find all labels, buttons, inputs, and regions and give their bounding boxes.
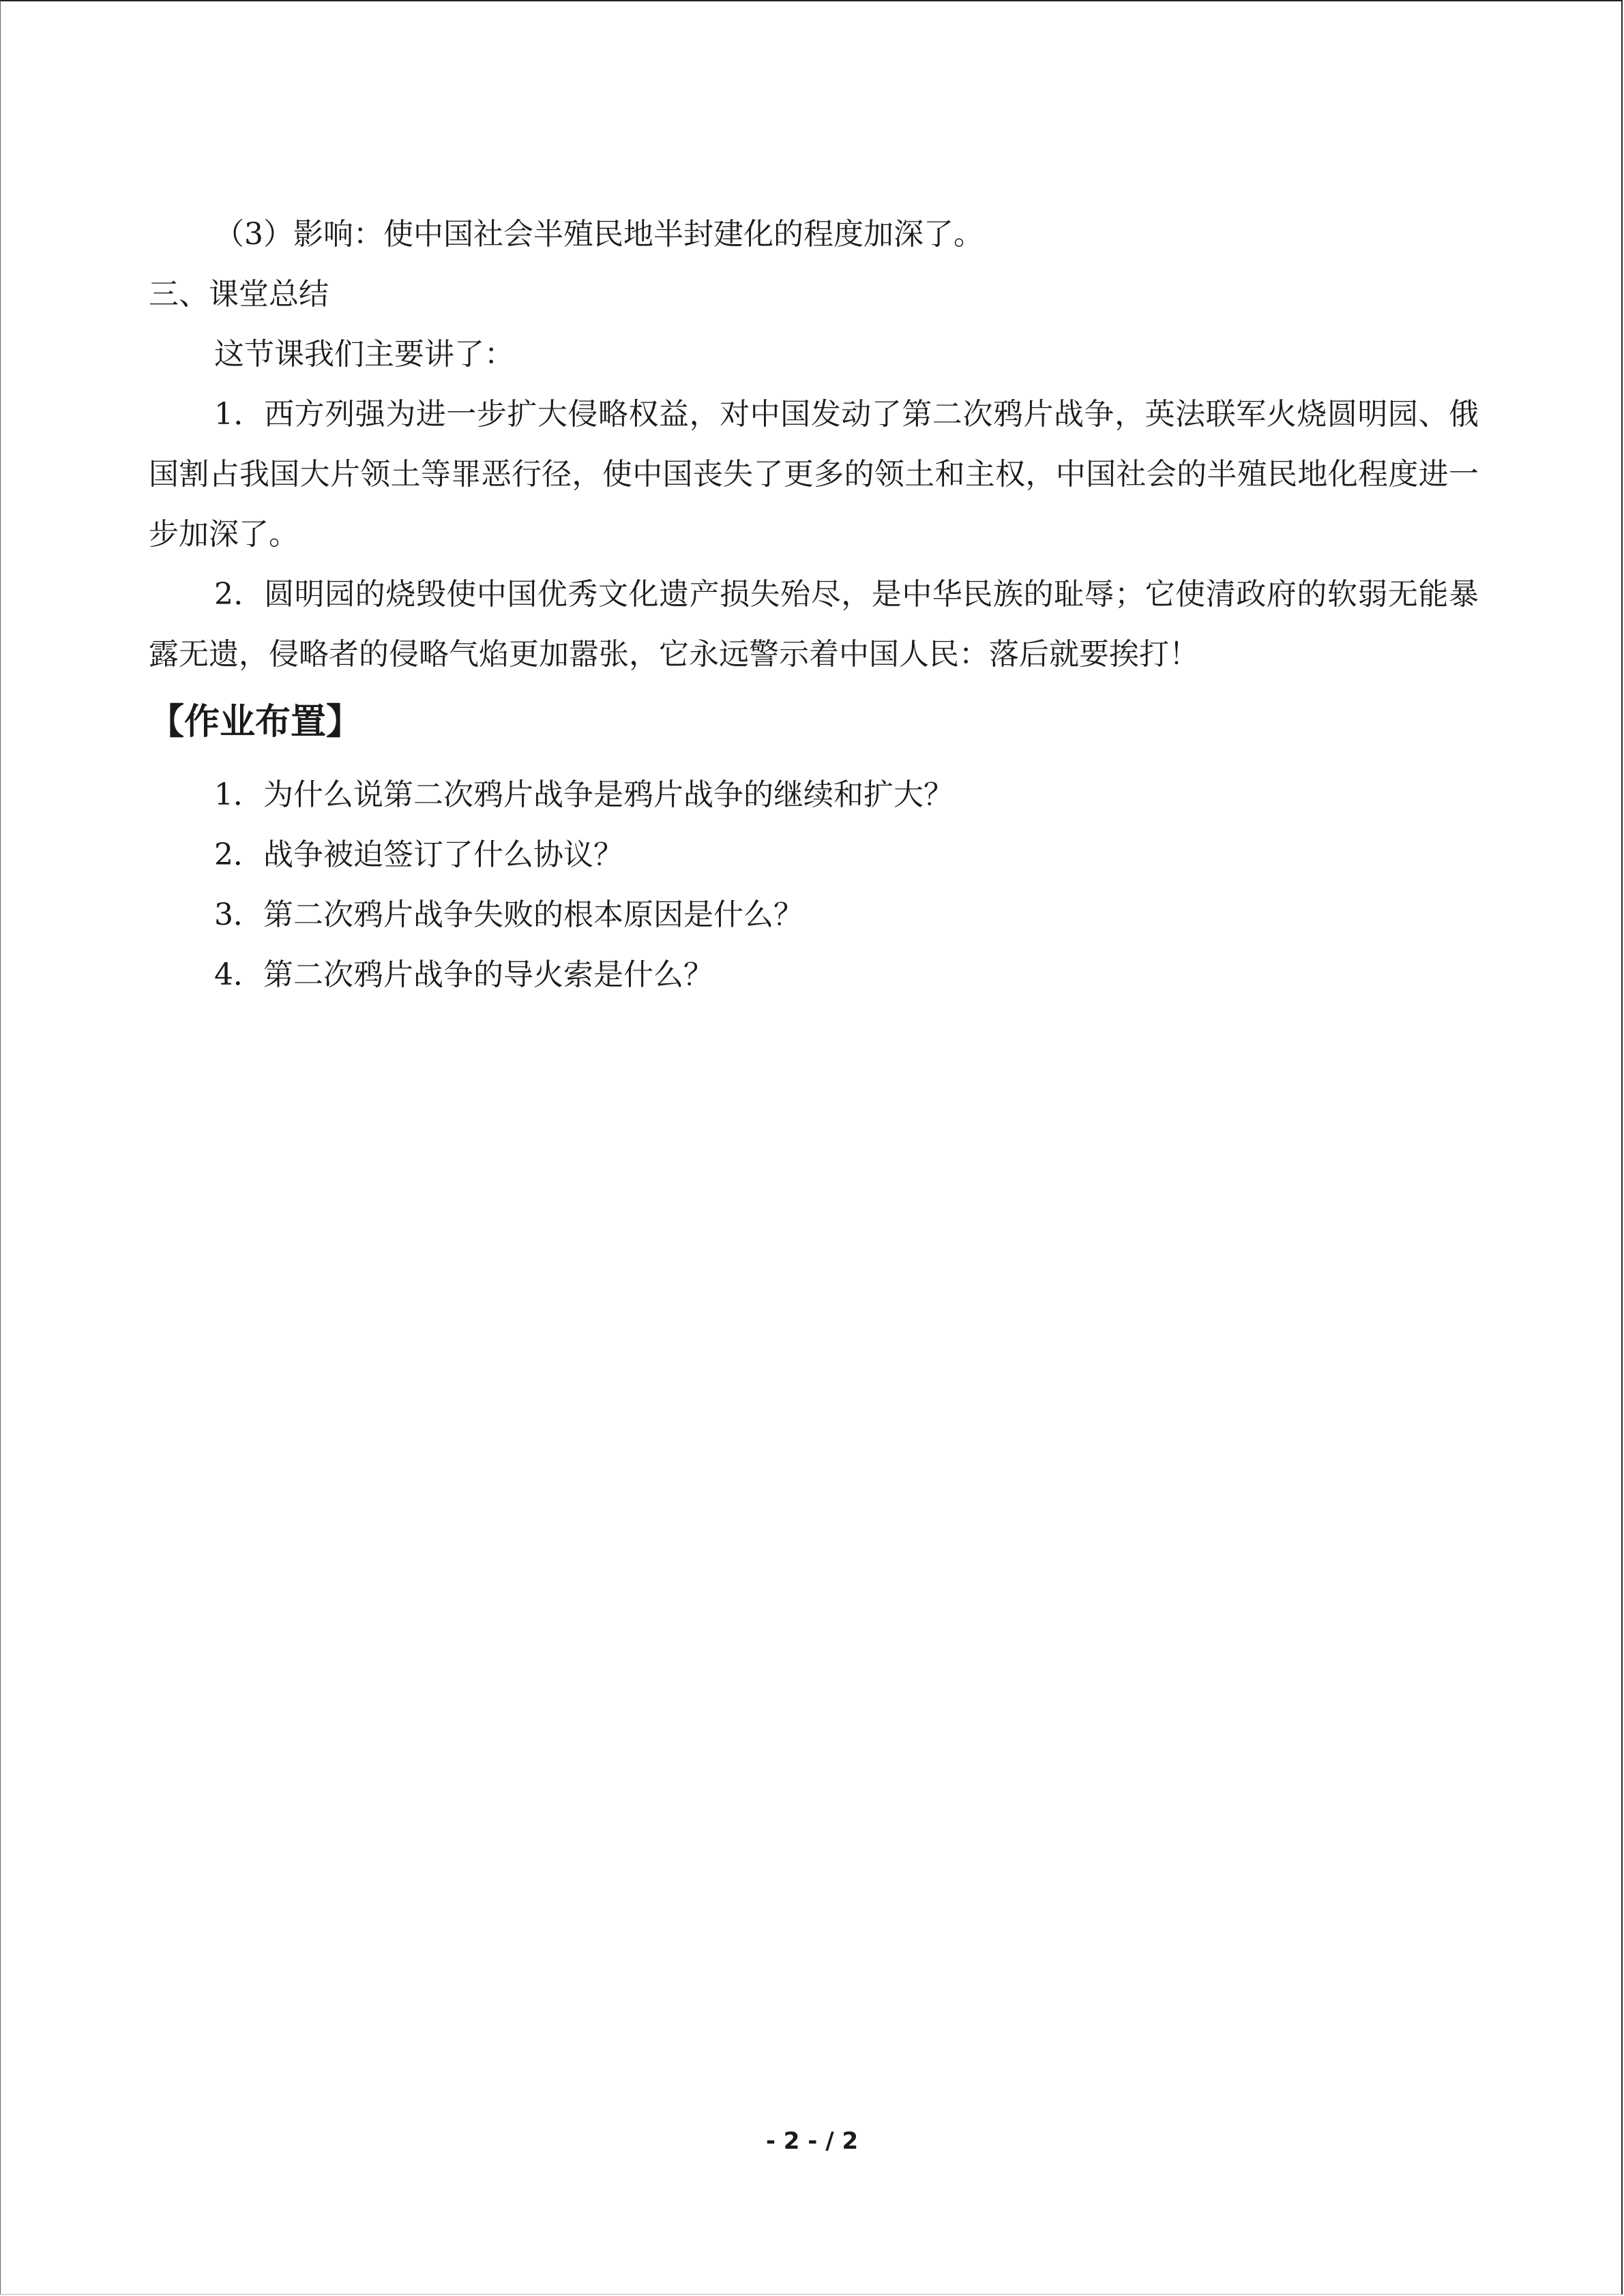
impact-line: （3）影响：使中国社会半殖民地半封建化的程度加深了。	[214, 217, 984, 252]
page-number: - 2 - / 2	[765, 2128, 859, 2155]
homework-question-4: 4．第二次鸦片战争的导火索是什么？	[214, 957, 713, 992]
homework-heading: 【作业布置】	[149, 702, 362, 743]
summary-intro: 这节课我们主要讲了：	[214, 337, 514, 372]
homework-question-1: 1．为什么说第二次鸦片战争是鸦片战争的继续和扩大？	[214, 777, 954, 812]
summary-point-1: 1．西方列强为进一步扩大侵略权益，对中国发动了第二次鸦片战争，英法联军火烧圆明园、俄国割占我国大片领土等罪恶行径，使中国丧失了更多的领土和主权，中国社会的半殖民地化程度进一步加深了。	[149, 397, 1479, 552]
section-title: 三、课堂总结	[149, 277, 329, 312]
homework-list	[149, 765, 1479, 1005]
document-body	[149, 205, 1479, 1005]
homework-question-3: 3．第二次鸦片战争失败的根本原因是什么？	[214, 897, 803, 932]
homework-question-2: 2．战争被迫签订了什么协议？	[214, 837, 623, 872]
summary-point-2: 2．圆明园的烧毁使中国优秀文化遗产损失殆尽，是中华民族的耻辱；它使清政府的软弱无能暴露无遗，侵略者的侵略气焰更加嚣张，它永远警示着中国人民：落后就要挨打！	[149, 577, 1479, 672]
